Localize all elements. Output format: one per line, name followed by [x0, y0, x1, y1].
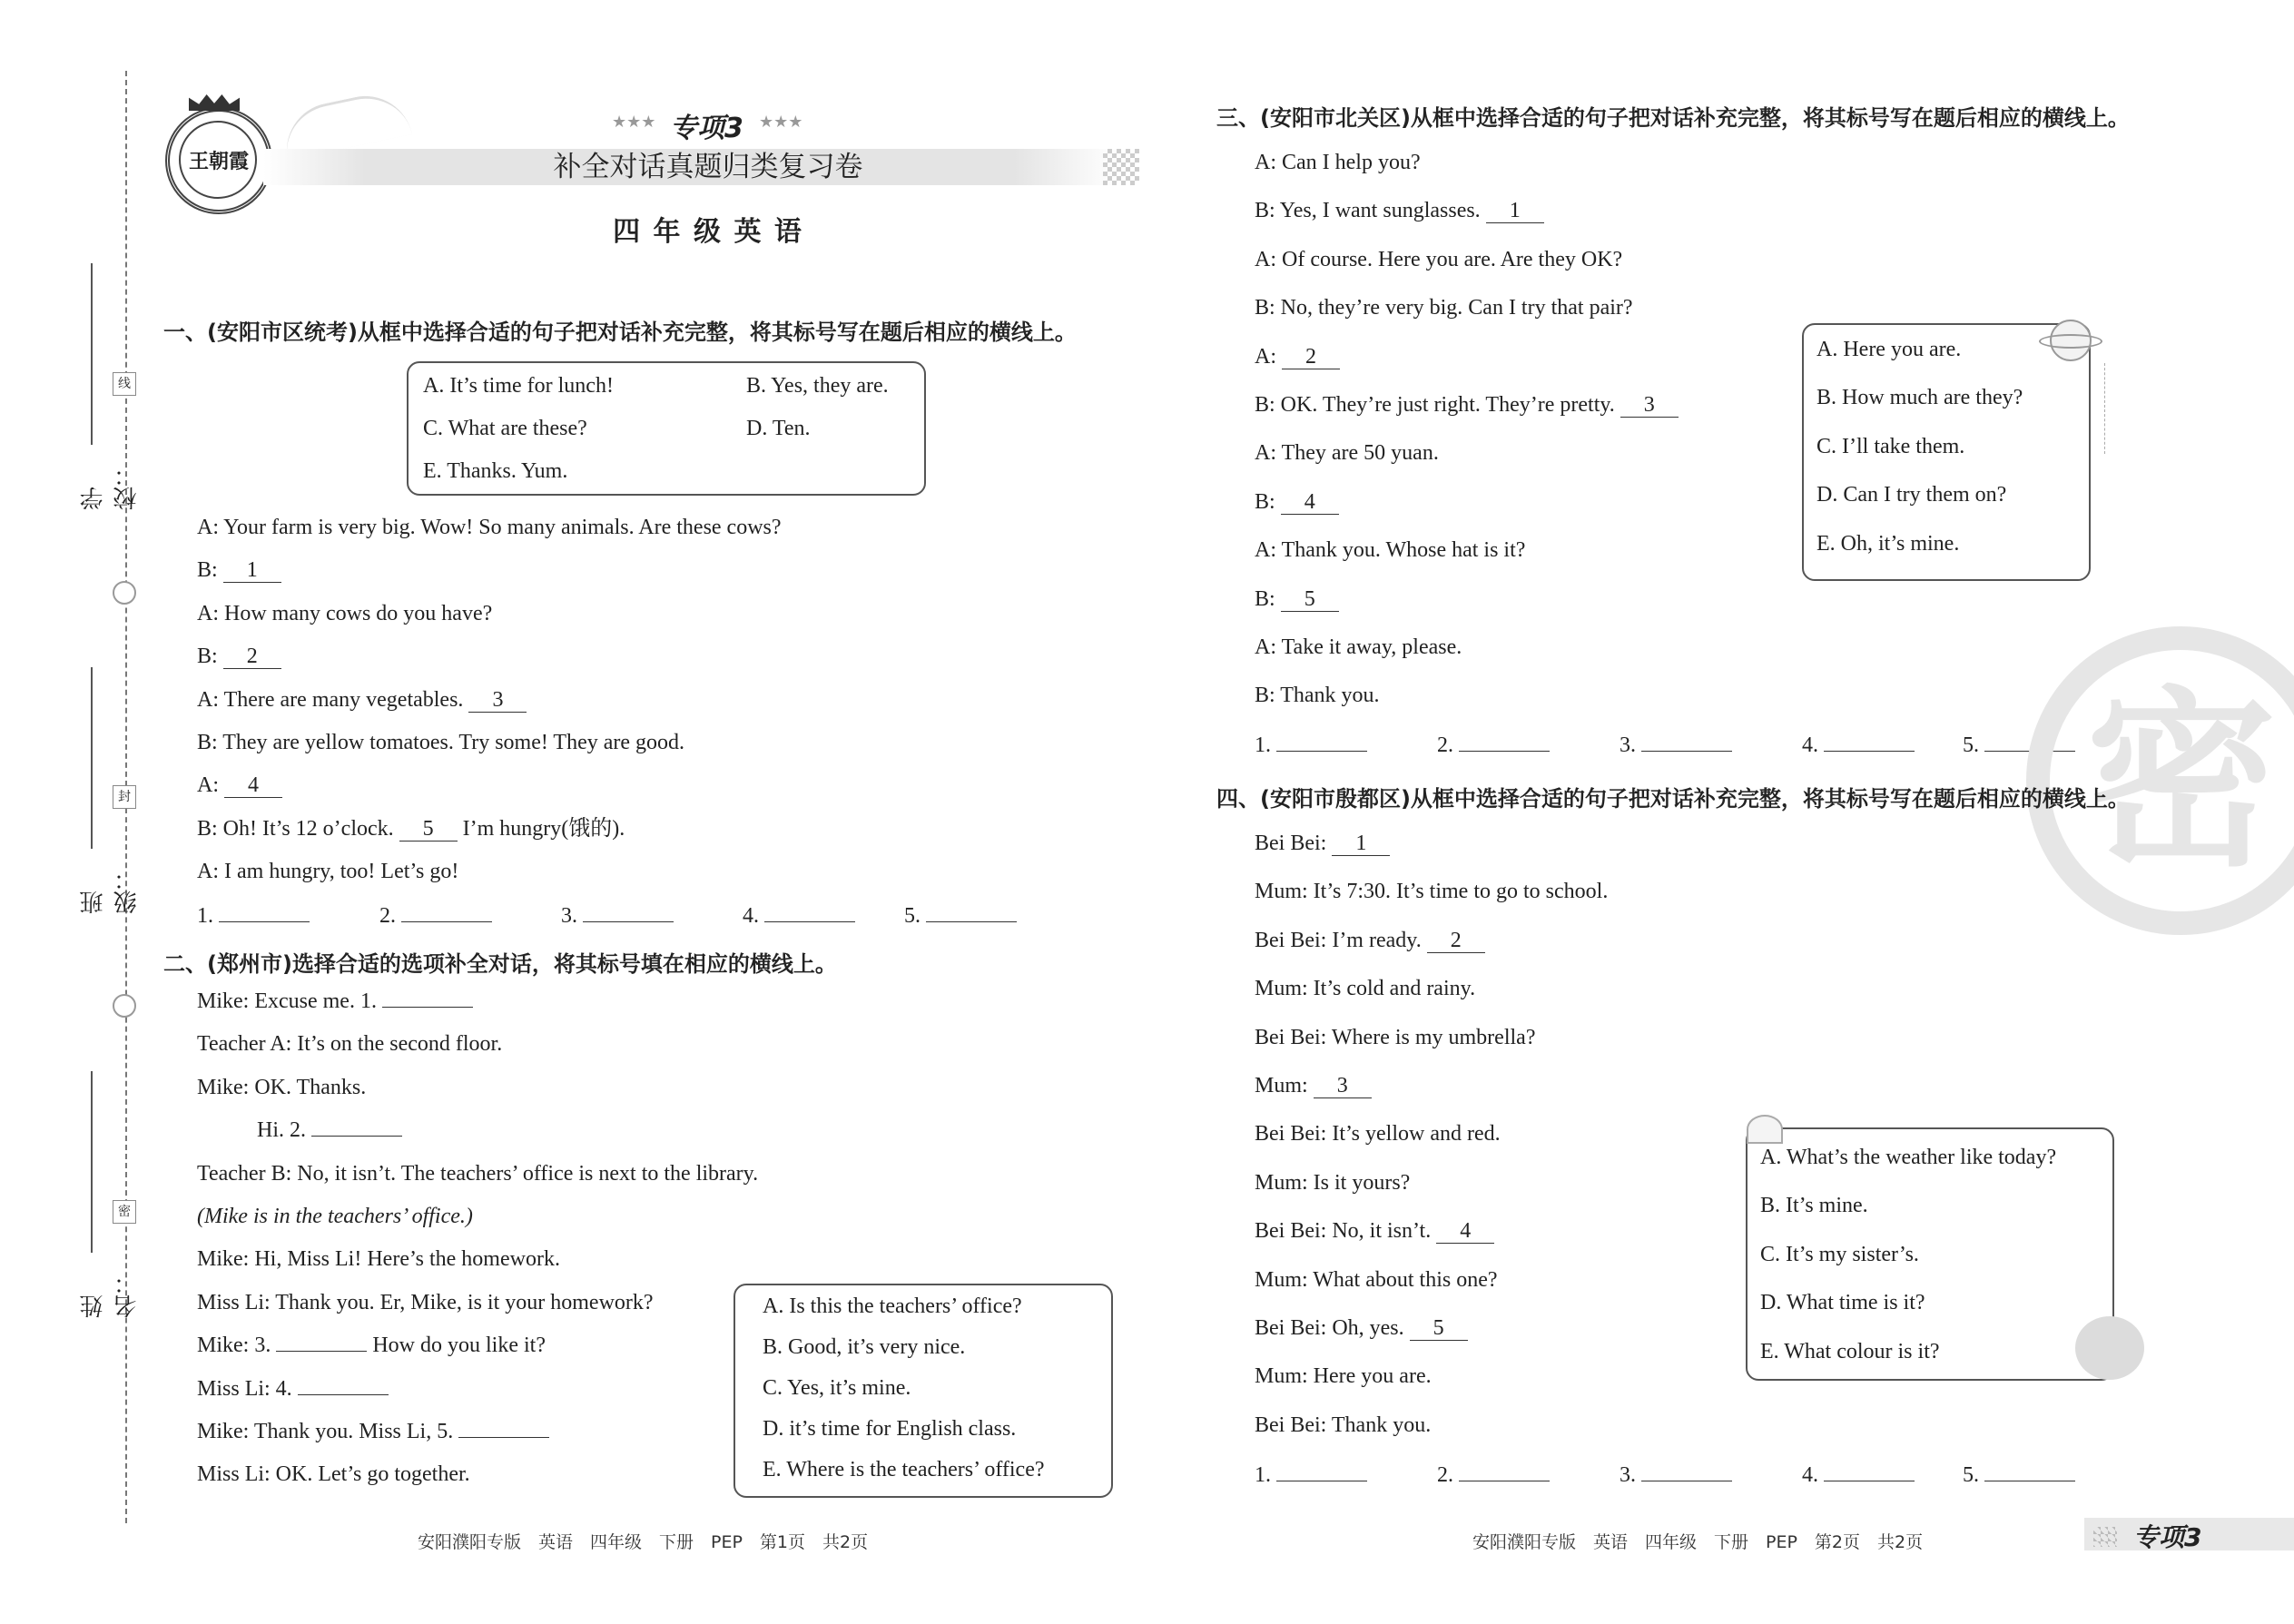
hanging-string-icon: [2104, 363, 2106, 454]
section4-line-text: Mum: Here you are.: [1255, 1364, 1432, 1389]
section4-dialogue-line: [1255, 1412, 1431, 1439]
section2-answer-blank[interactable]: [458, 1437, 549, 1438]
footer-corner-label: 专项3: [2133, 1522, 2202, 1552]
section4-line-text: Bei Bei: No, it isn’t.: [1255, 1219, 1437, 1244]
section1-dialogue-line: [197, 600, 492, 627]
section3-answer-number: 5.: [1963, 733, 1979, 757]
section3-answer-blank[interactable]: [1459, 751, 1550, 752]
section2-answer-blank[interactable]: [298, 1394, 389, 1395]
section3-answer-number: 2.: [1437, 733, 1453, 757]
section3-dialogue-line: [1255, 294, 1633, 321]
logo-crown-icon: [189, 94, 240, 111]
orange-decoration-icon: [2075, 1316, 2144, 1380]
section1-answer-blank[interactable]: [219, 921, 310, 922]
section4-line-text: Mum: It’s 7:30. It’s time to go to school.: [1255, 880, 1609, 904]
header-stars-left: ★★★: [612, 113, 656, 132]
section1-line-text: A: Your farm is very big. Wow! So many animals. Are these cows?: [197, 516, 782, 539]
section2-line-text: Mike: Excuse me. 1.: [197, 989, 382, 1013]
section3-answer-number: 1.: [1255, 733, 1271, 757]
special-label: 专项3: [670, 113, 743, 144]
section1-answer-blank[interactable]: 5: [399, 817, 458, 842]
section4-answer-item: [1620, 1462, 1732, 1489]
section3-answer-blank[interactable]: 4: [1281, 490, 1339, 515]
section1-line-text: B: Oh! It’s 12 o’clock.: [197, 816, 399, 841]
section3-line-text: A: Thank you. Whose hat is it?: [1255, 538, 1526, 563]
section4-answer-blank[interactable]: 2: [1427, 929, 1485, 953]
section1-answer-number: 3.: [561, 904, 577, 928]
section1-dialogue-line: [197, 686, 527, 714]
section2-line-text: Miss Li: OK. Let’s go together.: [197, 1462, 470, 1487]
section4-answer-number: 4.: [1802, 1463, 1818, 1487]
section3-answer-number: 4.: [1802, 733, 1818, 757]
section1-line-text: B: They are yellow tomatoes. Try some! They are good.: [197, 731, 685, 754]
section2-dialogue-line: [197, 1289, 654, 1316]
section1-line-text: A: I am hungry, too! Let’s go!: [197, 860, 459, 884]
section3-line-text: B:: [1255, 489, 1281, 514]
section2-option-box: [733, 1284, 1113, 1498]
section4-line-text: Bei Bei: Oh, yes.: [1255, 1316, 1410, 1340]
section1-line-text: B:: [197, 558, 223, 583]
school-label: 学校：: [80, 463, 141, 510]
section4-option: E. What colour is it?: [1760, 1339, 1940, 1363]
section4-line-text: Bei Bei: Thank you.: [1255, 1412, 1432, 1437]
section4-answer-number: 5.: [1963, 1463, 1979, 1487]
section1-title: 一、(安阳市区统考)从框中选择合适的句子把对话补充完整，将其标号写在题后相应的横线上。: [163, 320, 1077, 345]
section3-line-text: A:: [1255, 344, 1282, 369]
section2-line-text: (Mike is in the teachers’ office.): [197, 1205, 473, 1228]
section4-line-text: Bei Bei: Where is my umbrella?: [1255, 1025, 1536, 1049]
section1-answer-blank[interactable]: [583, 921, 674, 922]
footer-left: 安阳濮阳专版 英语 四年级 下册 PEP 第1页 共2页: [418, 1532, 869, 1552]
section2-dialogue-line: [197, 1074, 366, 1101]
section3-answer-item: [1620, 732, 1732, 759]
section2-dialogue-line: [197, 1245, 560, 1273]
section4-dialogue-line: [1255, 1169, 1410, 1196]
header-stars-right: ★★★: [759, 113, 803, 132]
section1-option-d: D. Ten.: [746, 417, 811, 440]
section3-line-text: B:: [1255, 586, 1281, 611]
section3-option: E. Oh, it’s mine.: [1816, 531, 1960, 556]
header-checker-pattern: [1103, 149, 1139, 185]
section4-dialogue-line: [1255, 927, 1485, 954]
section3-dialogue-line: [1255, 246, 1622, 273]
section1-dialogue-line: [197, 643, 281, 670]
section3-answer-blank[interactable]: [1824, 751, 1915, 752]
binding-ornament-icon: [113, 581, 136, 605]
section4-option: A. What’s the weather like today?: [1760, 1146, 2057, 1169]
section1-dialogue-line: [197, 729, 684, 756]
section1-answer-blank[interactable]: [764, 921, 855, 922]
section4-answer-blank[interactable]: 1: [1332, 832, 1390, 856]
section2-option: E. Where is the teachers’ office?: [763, 1458, 1045, 1481]
section3-dialogue-line: [1255, 391, 1679, 418]
section4-title: 四、(安阳市殷都区)从框中选择合适的句子把对话补充完整，将其标号写在题后相应的横线上。: [1216, 786, 2130, 812]
section1-dialogue-line: [197, 772, 282, 799]
section2-option: A. Is this the teachers’ office?: [763, 1294, 1022, 1318]
section4-answer-blank[interactable]: 4: [1436, 1219, 1494, 1244]
section4-line-text: Bei Bei: I’m ready.: [1255, 928, 1427, 952]
section1-line-text: A:: [197, 773, 224, 798]
section2-line-text: Hi. 2.: [257, 1118, 311, 1143]
section4-dialogue-line: [1255, 1266, 1498, 1294]
page-subtitle: 四 年 级 英 语: [613, 216, 803, 248]
section2-dialogue-line: [197, 1203, 473, 1230]
section2-dialogue-line: [197, 1375, 389, 1403]
section1-answer-blank[interactable]: 1: [223, 558, 281, 583]
section1-dialogue-line: [197, 514, 782, 541]
section1-line-text: A: There are many vegetables.: [197, 687, 469, 712]
section3-answer-blank[interactable]: 5: [1281, 587, 1339, 612]
section3-answer-blank[interactable]: 1: [1486, 199, 1544, 223]
section4-line-text: Mum: Is it yours?: [1255, 1170, 1411, 1195]
section4-line-text: Bei Bei: It’s yellow and red.: [1255, 1122, 1501, 1147]
section4-line-text: Bei Bei:: [1255, 832, 1333, 855]
section2-line-text: Mike: OK. Thanks.: [197, 1075, 367, 1099]
lemon-decoration-icon: [1747, 1115, 1783, 1144]
section2-line-text: Teacher B: No, it isn’t. The teachers’ office is next to the library.: [197, 1161, 759, 1186]
section4-option: B. It’s mine.: [1760, 1194, 1868, 1218]
section3-answer-item: [1437, 732, 1550, 759]
section1-answer-item: [904, 902, 1017, 930]
section4-dialogue-line: [1255, 1314, 1468, 1342]
section4-line-text: Mum:: [1255, 1074, 1314, 1097]
section4-answer-number: 3.: [1620, 1463, 1636, 1487]
section3-answer-number: 3.: [1620, 733, 1636, 757]
section2-option: B. Good, it’s very nice.: [763, 1335, 966, 1359]
section3-option: A. Here you are.: [1816, 338, 1962, 361]
section3-title: 三、(安阳市北关区)从框中选择合适的句子把对话补充完整，将其标号写在题后相应的横线上。: [1216, 105, 2130, 131]
logo-emblem: [165, 107, 272, 214]
section2-line-text: Miss Li: Thank you. Er, Mike, is it your homework?: [197, 1290, 654, 1314]
section1-answer-item: [379, 902, 492, 930]
section3-dialogue-line: [1255, 536, 1525, 564]
section4-answer-blank[interactable]: 5: [1410, 1316, 1468, 1341]
section3-answer-blank[interactable]: [1276, 751, 1367, 752]
section4-line-text: Mum: What about this one?: [1255, 1267, 1498, 1292]
section3-answer-blank[interactable]: [1641, 751, 1732, 752]
section1-answer-item: [561, 902, 674, 930]
binding-ornament-icon: [113, 994, 136, 1018]
section3-dialogue-line: [1255, 488, 1339, 516]
section1-answer-blank[interactable]: 3: [468, 688, 527, 713]
section2-dialogue-line: [257, 1117, 402, 1144]
section3-dialogue-line: [1255, 149, 1421, 176]
section1-dialogue-line: [197, 858, 458, 885]
section1-option-c: C. What are these?: [423, 417, 587, 440]
section4-dialogue-line: [1255, 1363, 1432, 1390]
section4-option: D. What time is it?: [1760, 1291, 1925, 1315]
section3-option: C. I’ll take them.: [1816, 434, 1965, 458]
section3-answer-item: [1802, 732, 1915, 759]
section1-answer-blank[interactable]: 4: [224, 773, 282, 798]
section1-dialogue-line: [197, 556, 281, 584]
section2-dialogue-line: [197, 1461, 470, 1488]
binding-mark-secret: 密: [113, 1200, 136, 1224]
section2-answer-blank[interactable]: [382, 1007, 473, 1008]
section2-dialogue-line: [197, 988, 473, 1015]
section3-option: B. How much are they?: [1816, 386, 2023, 410]
section3-line-text: B: Thank you.: [1255, 684, 1380, 708]
section1-line-text: I’m hungry(饿的).: [457, 816, 625, 841]
section3-dialogue-line: [1255, 439, 1439, 467]
section1-option-e: E. Thanks. Yum.: [423, 459, 568, 483]
section1-line-text: B:: [197, 645, 223, 669]
watermark-text: 密: [2085, 670, 2277, 892]
section4-dialogue-line: [1255, 830, 1390, 857]
section3-line-text: B: OK. They’re just right. They’re pretty.: [1255, 393, 1620, 417]
section4-dialogue-line: [1255, 1120, 1501, 1147]
class-label: 班级：: [80, 867, 141, 914]
logo-text: 王朝霞: [188, 151, 249, 173]
section2-answer-blank[interactable]: [311, 1136, 402, 1137]
section4-answer-item: [1437, 1462, 1550, 1489]
section1-answer-item: [197, 902, 310, 930]
section3-line-text: A: Can I help you?: [1255, 151, 1421, 174]
binding-mark-seal: 封: [113, 785, 136, 809]
footer-corner-squares: [2093, 1527, 2117, 1547]
section1-answer-blank[interactable]: [926, 921, 1017, 922]
section3-answer-item: [1255, 732, 1367, 759]
section1-answer-item: [743, 902, 855, 930]
section1-answer-number: 1.: [197, 904, 213, 928]
section3-option-box: [1802, 323, 2091, 581]
section3-dialogue-line: [1255, 586, 1339, 613]
section3-answer-blank[interactable]: 3: [1620, 393, 1679, 418]
section3-dialogue-line: [1255, 197, 1544, 224]
section2-line-text: Miss Li: 4.: [197, 1376, 298, 1401]
section4-dialogue-line: [1255, 878, 1608, 905]
section2-dialogue-line: [197, 1418, 549, 1445]
section4-answer-item: [1255, 1462, 1367, 1489]
section2-title: 二、(郑州市)选择合适的选项补全对话，将其标号填在相应的横线上。: [163, 951, 837, 977]
section2-answer-blank[interactable]: [276, 1351, 367, 1352]
section3-dialogue-line: [1255, 682, 1380, 709]
section1-answer-number: 5.: [904, 904, 921, 928]
section3-line-text: B: No, they’re very big. Can I try that pair?: [1255, 296, 1633, 320]
section4-dialogue-line: [1255, 1024, 1535, 1051]
section4-dialogue-line: [1255, 1072, 1372, 1099]
section2-dialogue-line: [197, 1332, 546, 1359]
section3-dialogue-line: [1255, 634, 1462, 661]
section2-line-text: Mike: Thank you. Miss Li, 5.: [197, 1420, 459, 1443]
section2-option: C. Yes, it’s mine.: [763, 1376, 911, 1400]
section1-line-text: A: How many cows do you have?: [197, 601, 493, 625]
footer-right: 安阳濮阳专版 英语 四年级 下册 PEP 第2页 共2页: [1472, 1532, 1924, 1552]
section1-answer-number: 4.: [743, 904, 759, 928]
section3-dialogue-line: [1255, 343, 1340, 370]
name-label: 姓名：: [80, 1271, 141, 1318]
binding-mark-line: 线: [113, 372, 136, 396]
section4-answer-number: 2.: [1437, 1463, 1453, 1487]
section3-line-text: A: Of course. Here you are. Are they OK?: [1255, 247, 1623, 271]
section2-dialogue-line: [197, 1030, 502, 1058]
section2-line-text: How do you like it?: [367, 1334, 546, 1358]
section3-answer-blank[interactable]: 2: [1282, 345, 1340, 369]
section2-line-text: Mike: 3.: [197, 1334, 277, 1358]
section4-answer-item: [1802, 1462, 1915, 1489]
section2-dialogue-line: [197, 1160, 758, 1187]
section1-answer-number: 2.: [379, 904, 396, 928]
section4-dialogue-line: [1255, 1217, 1494, 1245]
section1-answer-blank[interactable]: [401, 921, 492, 922]
section1-option-a: A. It’s time for lunch!: [423, 374, 614, 398]
section3-line-text: B: Yes, I want sunglasses.: [1255, 199, 1486, 223]
section1-answer-blank[interactable]: 2: [223, 645, 281, 669]
page-title: 补全对话真题归类复习卷: [553, 151, 863, 183]
planet-decoration-icon: [2050, 320, 2092, 361]
section3-option: D. Can I try them on?: [1816, 483, 2007, 507]
section4-answer-item: [1963, 1462, 2075, 1489]
section4-option-box: [1746, 1127, 2114, 1381]
section2-line-text: Mike: Hi, Miss Li! Here’s the homework.: [197, 1247, 560, 1272]
section4-answer-blank[interactable]: 3: [1314, 1074, 1372, 1098]
section1-dialogue-line: [197, 815, 625, 842]
section4-line-text: Mum: It’s cold and rainy.: [1255, 977, 1476, 1001]
section3-line-text: A: Take it away, please.: [1255, 635, 1462, 659]
section1-option-box: [407, 361, 926, 496]
section2-line-text: Teacher A: It’s on the second floor.: [197, 1032, 503, 1057]
section2-option: D. it’s time for English class.: [763, 1417, 1017, 1441]
section4-dialogue-line: [1255, 975, 1475, 1002]
section3-line-text: A: They are 50 yuan.: [1255, 441, 1439, 466]
section4-answer-number: 1.: [1255, 1463, 1271, 1487]
section1-option-b: B. Yes, they are.: [746, 374, 889, 398]
section4-option: C. It’s my sister’s.: [1760, 1242, 1919, 1266]
